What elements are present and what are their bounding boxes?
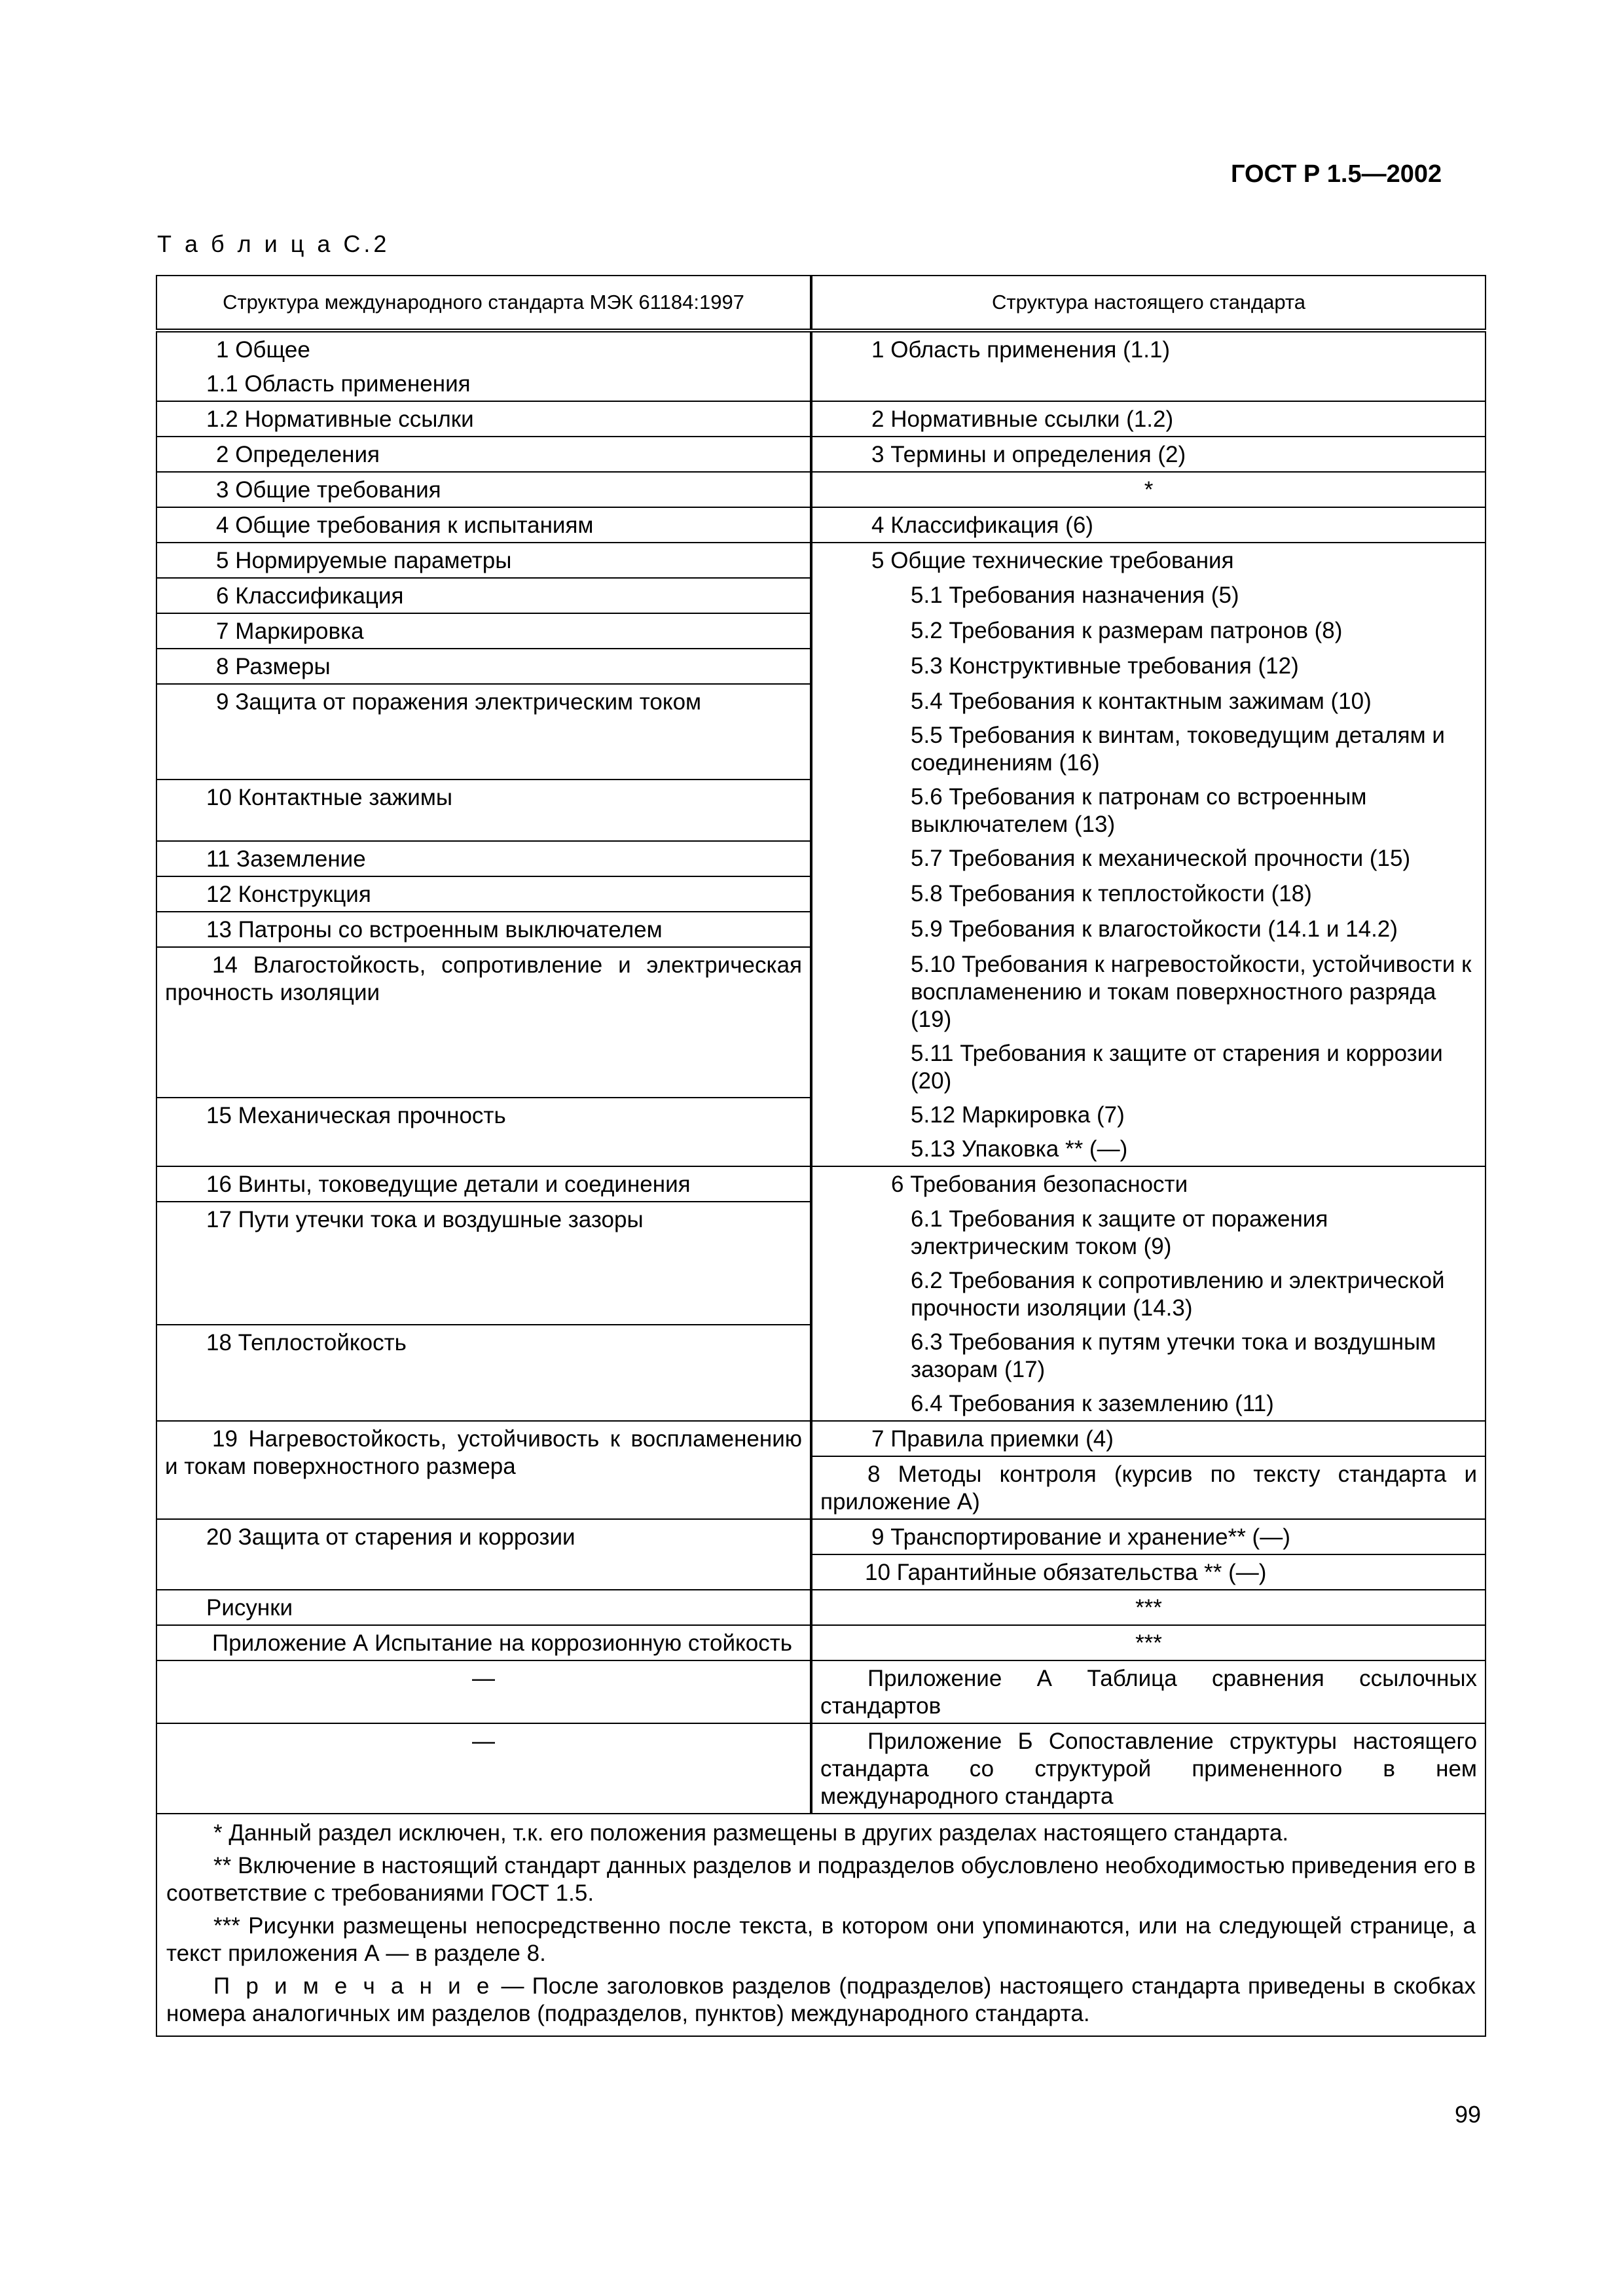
left-cell: 19 Нагревостойкость, устойчивость к воспламенению и токам поверхностного размера bbox=[156, 1421, 811, 1519]
note-label: П р и м е ч а н и е bbox=[213, 1973, 494, 1999]
table-row bbox=[156, 876, 1486, 912]
right-cell: 5.13 Упаковка ** (—) bbox=[811, 1132, 1486, 1166]
left-cell: 2 Определения bbox=[156, 437, 811, 472]
left-cell: — bbox=[156, 1723, 811, 1814]
table-row bbox=[156, 437, 1486, 472]
right-cell: 5.11 Требования к защите от старения и коррозии (20) bbox=[811, 1036, 1486, 1098]
table-row bbox=[156, 543, 1486, 578]
right-cell: 5.10 Требования к нагревостойкости, устойчивости к воспламенению и токам поверхностного разряда (19) bbox=[811, 947, 1486, 1036]
right-cell: 6.1 Требования к защите от поражения электрическим током (9) bbox=[811, 1202, 1486, 1263]
table-row bbox=[156, 780, 1486, 841]
table-caption: Т а б л и ц а С.2 bbox=[157, 230, 390, 257]
table-row bbox=[156, 1660, 1486, 1723]
table-row bbox=[156, 1590, 1486, 1625]
right-cell: 5.12 Маркировка (7) bbox=[811, 1098, 1486, 1132]
right-cell: 5.3 Конструктивные требования (12) bbox=[811, 649, 1486, 684]
left-cell: 17 Пути утечки тока и воздушные зазоры bbox=[156, 1202, 811, 1325]
table-row bbox=[156, 947, 1486, 1036]
right-cell: 9 Транспортирование и хранение** (—) bbox=[811, 1519, 1486, 1554]
footnote-1: * Данный раздел исключен, т.к. его положения размещены в других разделах настоящего стандарта. bbox=[213, 1820, 1289, 1846]
left-cell: — bbox=[156, 1660, 811, 1723]
right-cell: 5.1 Требования назначения (5) bbox=[811, 578, 1486, 613]
right-cell: 2 Нормативные ссылки (1.2) bbox=[811, 401, 1486, 437]
left-cell: 8 Размеры bbox=[156, 649, 811, 684]
right-cell: 5.4 Требования к контактным зажимам (10) bbox=[811, 684, 1486, 718]
table-row bbox=[156, 401, 1486, 437]
table-header-row bbox=[156, 276, 1486, 331]
table-row bbox=[156, 331, 1486, 367]
comparison-table bbox=[156, 275, 1486, 2037]
table-row bbox=[156, 912, 1486, 947]
left-cell: 1.2 Нормативные ссылки bbox=[156, 401, 811, 437]
left-cell: 13 Патроны со встроенным выключателем bbox=[156, 912, 811, 947]
right-cell: 10 Гарантийные обязательства ** (—) bbox=[811, 1554, 1486, 1590]
left-cell: 18 Теплостойкость bbox=[156, 1325, 811, 1421]
left-cell: 1.1 Область применения bbox=[156, 367, 811, 401]
right-cell: * bbox=[811, 472, 1486, 507]
table-row bbox=[156, 1202, 1486, 1263]
right-cell: 6.3 Требования к путям утечки тока и воздушным зазорам (17) bbox=[811, 1325, 1486, 1386]
left-cell: 6 Классификация bbox=[156, 578, 811, 613]
left-cell: 7 Маркировка bbox=[156, 613, 811, 649]
left-cell: 10 Контактные зажимы bbox=[156, 780, 811, 841]
left-cell: 4 Общие требования к испытаниям bbox=[156, 507, 811, 543]
footnote-3: *** Рисунки размещены непосредственно после текста, в котором они упоминаются, или на следующей странице, а текст приложения А — в разделе 8. bbox=[166, 1913, 1476, 1966]
table-row bbox=[156, 613, 1486, 649]
right-cell: 5.8 Требования к теплостойкости (18) bbox=[811, 876, 1486, 912]
right-cell: *** bbox=[811, 1625, 1486, 1660]
left-cell: 15 Механическая прочность bbox=[156, 1098, 811, 1166]
left-cell: Приложение А Испытание на коррозионную стойкость bbox=[156, 1625, 811, 1660]
left-cell: 3 Общие требования bbox=[156, 472, 811, 507]
right-cell: 5.7 Требования к механической прочности (15) bbox=[811, 841, 1486, 876]
document-code: ГОСТ Р 1.5—2002 bbox=[1231, 160, 1442, 188]
left-cell: 14 Влагостойкость, сопротивление и электрическая прочность изоляции bbox=[156, 947, 811, 1098]
table-row bbox=[156, 649, 1486, 684]
right-cell: 5 Общие технические требования bbox=[811, 543, 1486, 578]
right-cell: 7 Правила приемки (4) bbox=[811, 1421, 1486, 1456]
table-notes bbox=[156, 1814, 1486, 2036]
left-cell: 1 Общее bbox=[156, 331, 811, 367]
right-cell: *** bbox=[811, 1590, 1486, 1625]
right-cell: 1 Область применения (1.1) bbox=[811, 331, 1486, 401]
right-cell: 5.5 Требования к винтам, токоведущим деталям и соединениям (16) bbox=[811, 718, 1486, 780]
left-cell: 12 Конструкция bbox=[156, 876, 811, 912]
right-cell: 6.4 Требования к заземлению (11) bbox=[811, 1386, 1486, 1421]
table-row bbox=[156, 1519, 1486, 1554]
table-note bbox=[166, 1973, 1476, 2028]
column-header-international: Структура международного стандарта МЭК 61184:1997 bbox=[156, 276, 811, 331]
page-number: 99 bbox=[1455, 2101, 1482, 2128]
table-notes-row bbox=[156, 1814, 1486, 2036]
table-row bbox=[156, 684, 1486, 718]
right-cell: 5.2 Требования к размерам патронов (8) bbox=[811, 613, 1486, 649]
table-row bbox=[156, 1625, 1486, 1660]
table-row bbox=[156, 1166, 1486, 1202]
footnote-2: ** Включение в настоящий стандарт данных разделов и подразделов обусловлено необходимостью приведения его в соответствие с требованиями ГОСТ 1.5. bbox=[166, 1853, 1476, 1906]
column-header-national: Структура настоящего стандарта bbox=[811, 276, 1486, 331]
right-cell: 4 Классификация (6) bbox=[811, 507, 1486, 543]
right-cell: 5.6 Требования к патронам со встроенным выключателем (13) bbox=[811, 780, 1486, 841]
left-cell: 9 Защита от поражения электрическим током bbox=[156, 684, 811, 780]
right-cell: 6 Требования безопасности bbox=[811, 1166, 1486, 1202]
right-cell: Приложение Б Сопоставление структуры настоящего стандарта со структурой примененного в нем международного стандарта bbox=[811, 1723, 1486, 1814]
table-row bbox=[156, 578, 1486, 613]
right-cell: 8 Методы контроля (курсив по тексту стандарта и приложение А) bbox=[811, 1456, 1486, 1519]
left-cell: 5 Нормируемые параметры bbox=[156, 543, 811, 578]
left-cell: Рисунки bbox=[156, 1590, 811, 1625]
right-cell: 6.2 Требования к сопротивлению и электрической прочности изоляции (14.3) bbox=[811, 1263, 1486, 1325]
table-row bbox=[156, 1325, 1486, 1386]
table-row bbox=[156, 507, 1486, 543]
table-row bbox=[156, 841, 1486, 876]
right-cell: Приложение А Таблица сравнения ссылочных стандартов bbox=[811, 1660, 1486, 1723]
right-cell: 3 Термины и определения (2) bbox=[811, 437, 1486, 472]
left-cell: 16 Винты, токоведущие детали и соединения bbox=[156, 1166, 811, 1202]
right-cell: 5.9 Требования к влагостойкости (14.1 и 14.2) bbox=[811, 912, 1486, 947]
left-cell: 11 Заземление bbox=[156, 841, 811, 876]
left-cell: 20 Защита от старения и коррозии bbox=[156, 1519, 811, 1590]
table-row bbox=[156, 472, 1486, 507]
note-text: — После заголовков разделов (подразделов) настоящего стандарта приведены в скобках номера аналогичных им разделов (подразделов, пунктов) международного стандарта. bbox=[166, 1973, 1476, 2026]
table-row bbox=[156, 1723, 1486, 1814]
table-row bbox=[156, 1421, 1486, 1456]
table-row bbox=[156, 1098, 1486, 1132]
